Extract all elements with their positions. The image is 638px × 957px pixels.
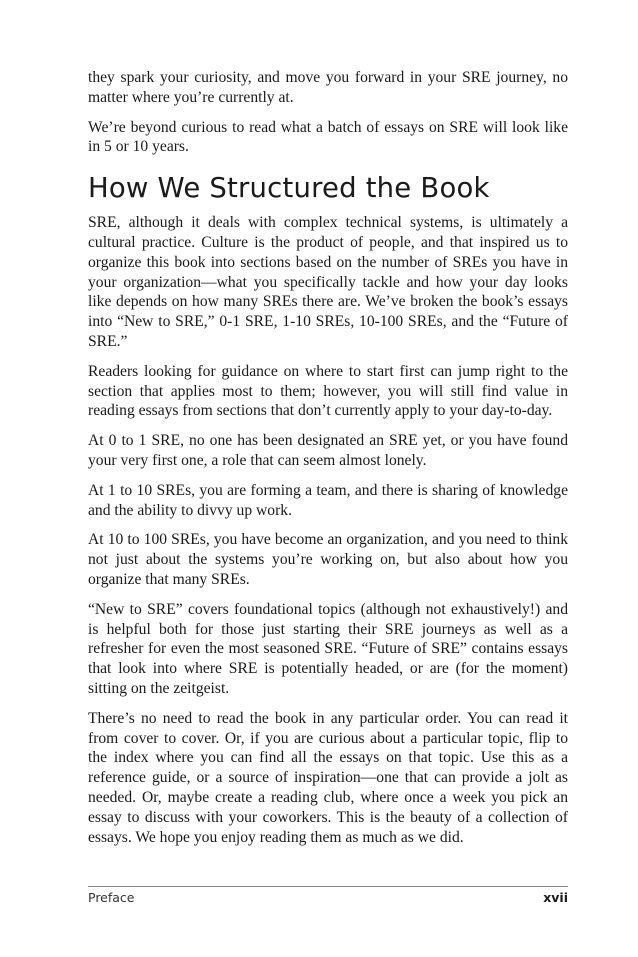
paragraph-0-to-1: At 0 to 1 SRE, no one has been designated an SRE yet, or you have found your very first one, a role that can seem almost lonely. [88,432,568,469]
section-heading: How We Structured the Book [88,172,490,205]
intro-paragraph-2: We’re beyond curious to read what a batch of essays on SRE will look like in 5 or 10 years. [88,118,568,156]
intro-paragraph-1: they spark your curiosity, and move you forward in your SRE journey, no matter where you’re currently at. [88,69,568,106]
paragraph-culture: SRE, although it deals with complex technical systems, is ultimately a cultural practice. Culture is the product of people, and that inspired us to organize this book into sections based on the number of SREs you have in your organization—what you specifically tackle and how your day looks like depends on how many SREs there are. We’ve broken the book’s essays into “New to SRE,” 0-1 SRE, 1-10 SREs, 10-100 SREs, and the “Future of SRE.” [88,214,568,350]
paragraph-reading-order: There’s no need to read the book in any particular order. You can read it from cover to cover. Or, if you are curious about a particular topic, flip to the index where you can find all the essays on that topic. Use this as a reference guide, or a source of inspiration—one that can provide a jolt as needed. Or, maybe create a reading club, where once a week you pick an essay to discuss with your coworkers. This is the beauty of a collection of essays. We hope you enjoy reading them as much as we did. [88,709,568,846]
paragraph-new-and-future: “New to SRE” covers foundational topics (although not exhaustively!) and is helpful both for those just starting their SRE journeys as well as a refresher for even the most seasoned SRE. “Future of SRE” contains essays that look into where SRE is potentially headed, or are (for the moment) sitting on the zeitgeist. [88,600,568,697]
paragraph-1-to-10: At 1 to 10 SREs, you are forming a team, and there is sharing of knowledge and the ability to divvy up work. [88,481,568,519]
footer-section-label: Preface [88,890,135,905]
page-content [88,68,568,857]
paragraph-10-to-100: At 10 to 100 SREs, you have become an organization, and you need to think not just about the systems you’re working on, but also about how you organize that many SREs. [88,531,568,588]
paragraph-readers: Readers looking for guidance on where to start first can jump right to the section that applies most to them; however, you will still find value in reading essays from sections that don’t currently apply to your day-to-day. [88,362,568,420]
page-footer [88,886,568,905]
page-number: xvii [543,890,568,905]
